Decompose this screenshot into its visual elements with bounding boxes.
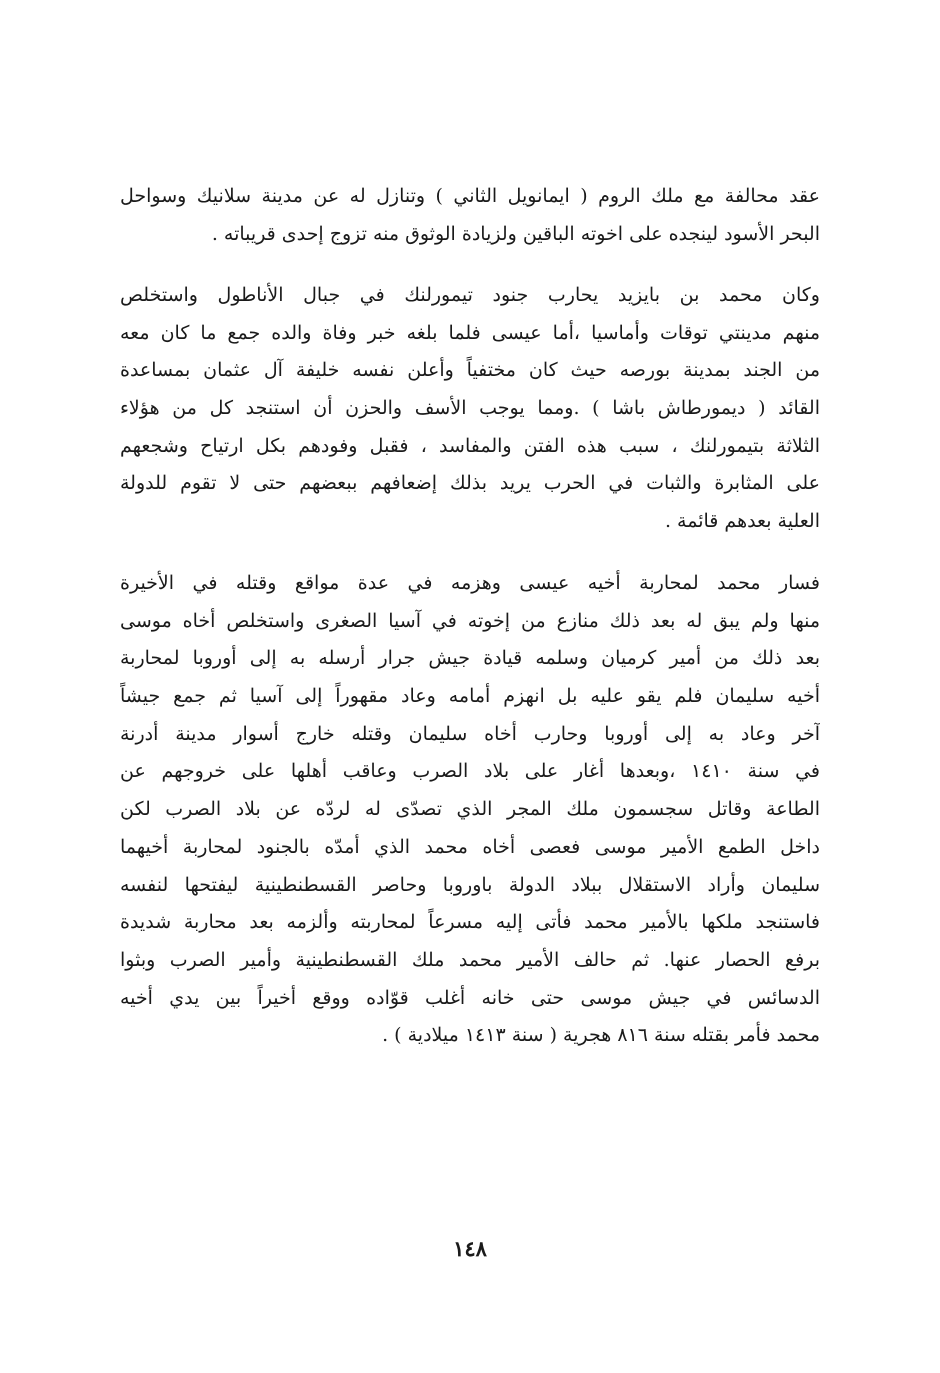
text-line: برفع الحصار عنها. ثم حالف الأمير محمد ملك القسطنطينية وأمير الصرب وبثوا — [120, 948, 820, 971]
paragraph-3 — [120, 565, 820, 1055]
text-line: سليمان وأراد الاستقلال ببلاد الدولة باوروبا وحاصر القسطنطينية ليفتحها لنفسه — [120, 873, 820, 896]
text-line: وكان محمد بن بايزيد يحارب جنود تيمورلنك في جبال الأناطول واستخلص — [120, 284, 820, 306]
text-line: منهم مدينتي توقات وأماسيا ،أما عيسى فلما بلغه خبر وفاة والده جمع ما كان معه — [120, 321, 820, 344]
text-line: داخل الطمع الأمير موسى فعصى أخاه محمد الذي أمدّه بالجنود لمحاربة أخيهما — [120, 835, 820, 858]
text-line: على المثابرة والثبات في الحرب يريد بذلك إضعافهم ببعضهم حتى لا تقوم للدولة — [120, 472, 820, 495]
text-line: القائد ( ديمورطاش باشا ) .ومما يوجب الأسف والحزن أن استنجد كل من هؤلاء — [120, 397, 820, 420]
text-line: محمد فأمر بقتله سنة ٨١٦ هجرية ( سنة ١٤١٣ ميلادية ) . — [382, 1024, 820, 1047]
text-line: فسار محمد لمحاربة أخيه عيسى وهزمه في عدة مواقع وقتله في الأخيرة — [120, 572, 820, 594]
text-line: الطاعة وقاتل سجسمون ملك المجر الذي تصدّى له لردّه عن بلاد الصرب لكن — [120, 798, 820, 821]
page-number: ١٤٨ — [453, 1236, 487, 1261]
paragraph-1 — [120, 178, 820, 253]
paragraph-2 — [120, 277, 820, 541]
text-line: الثلاثة بتيمورلنك ، سبب هذه الفتن والمفاسد ، فقبل وفودهم بكل ارتياح وشجعهم — [120, 434, 820, 457]
text-line: في سنة ١٤١٠ ،وبعدها أغار على بلاد الصرب وعاقب أهلها على خروجهم عن — [120, 760, 820, 783]
text-line: أخيه سليمان فلم يقو عليه بل انهزم أمامه وعاد مقهوراً إلى آسيا ثم جمع جيشاً — [120, 685, 820, 708]
text-line: من الجند بمدينة بورصه حيث كان مختفياً وأعلن نفسه خليفة آل عثمان بمساعدة — [120, 359, 820, 382]
text-line: العلية بعدهم قائمة . — [664, 510, 820, 533]
text-line: البحر الأسود لينجده على اخوته الباقين ولزيادة الوثوق منه تزوج إحدى قريباته . — [211, 222, 820, 245]
text-line: بعد ذلك من أمير كرميان وسلمه قيادة جيش جرار أرسله به إلى أوروبا لمحاربة — [120, 647, 820, 670]
text-line: منها ولم يبق له بعد ذلك منازع من إخوته في آسيا الصغرى واستخلص أخاه موسى — [120, 609, 820, 632]
text-line: عقد محالفة مع ملك الروم ( ايمانويل الثاني ) وتنازل له عن مدينة سلانيك وسواحل — [120, 185, 820, 207]
text-line: آخر وعاد به إلى أوروبا وحارب أخاه سليمان وقتله خارج أسوار مدينة أدرنة — [120, 722, 820, 745]
text-line: فاستنجد ملكها بالأمير محمد فأتى إليه مسرعاً لمحاربته وألزمه بعد محاربة شديدة — [120, 911, 820, 934]
text-line: الدسائس في جيش موسى حتى خانه أغلب قوّاده ووقع أخيراً بين يدي أخيه — [120, 986, 820, 1009]
